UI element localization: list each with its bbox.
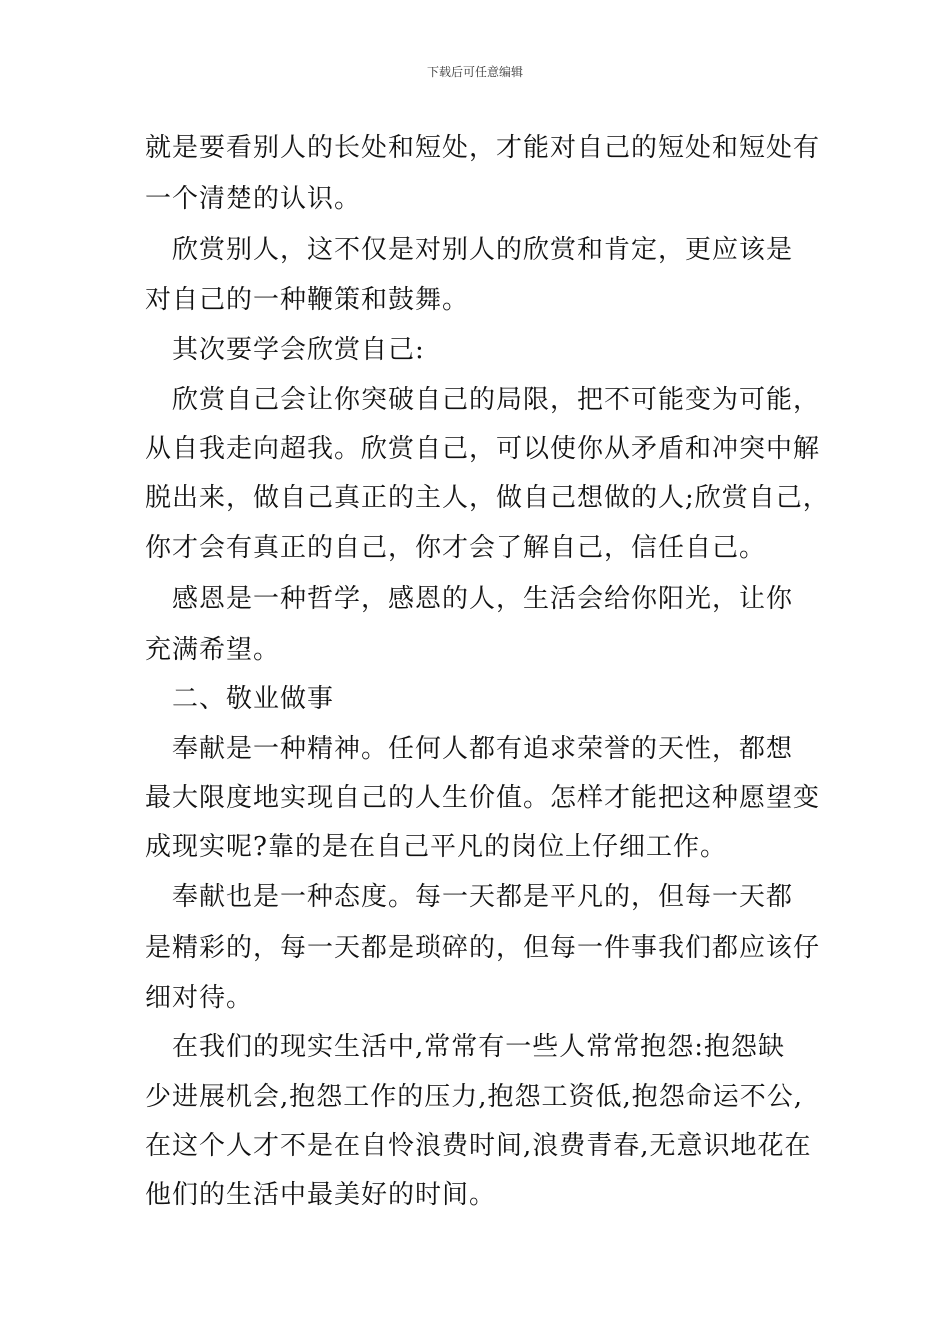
text-line: 是精彩的，每一天都是琐碎的，但每一件事我们都应该仔 — [145, 933, 821, 963]
text-line: 感恩是一种哲学，感恩的人，生活会给你阳光，让你 — [145, 584, 794, 614]
text-line: 对自己的一种鞭策和鼓舞。 — [145, 285, 470, 315]
text-line: 其次要学会欣赏自己: — [145, 335, 425, 365]
text-line: 最大限度地实现自己的人生价值。怎样才能把这种愿望变 — [145, 783, 821, 813]
text-line: 他们的生活中最美好的时间。 — [145, 1180, 497, 1210]
text-line: 一个清楚的认识。 — [145, 184, 362, 214]
text-line: 充满希望。 — [145, 635, 281, 665]
text-line: 二、敬业做事 — [145, 684, 335, 714]
text-line: 奉献是一种精神。任何人都有追求荣誉的天性，都想 — [145, 734, 794, 764]
text-line: 欣赏别人，这不仅是对别人的欣赏和肯定，更应该是 — [145, 235, 794, 265]
text-line: 从自我走向超我。欣赏自己，可以使你从矛盾和冲突中解 — [145, 434, 821, 464]
text-line: 奉献也是一种态度。每一天都是平凡的，但每一天都 — [145, 882, 794, 912]
text-line: 欣赏自己会让你突破自己的局限，把不可能变为可能， — [145, 385, 821, 415]
text-line: 成现实呢?靠的是在自己平凡的岗位上仔细工作。 — [145, 832, 727, 862]
text-line: 在这个人才不是在自怜浪费时间,浪费青春,无意识地花在 — [145, 1131, 812, 1161]
text-line: 脱出来，做自己真正的主人，做自己想做的人;欣赏自己， — [145, 483, 830, 513]
text-line: 细对待。 — [145, 983, 254, 1013]
text-line: 少进展机会,抱怨工作的压力,抱怨工资低,抱怨命运不公, — [145, 1082, 804, 1112]
text-line: 就是要看别人的长处和短处，才能对自己的短处和短处有 — [145, 133, 821, 163]
text-line: 你才会有真正的自己，你才会了解自己，信任自己。 — [145, 533, 767, 563]
page-header: 下载后可任意编辑 — [426, 65, 523, 79]
text-line: 在我们的现实生活中,常常有一些人常常抱怨:抱怨缺 — [145, 1032, 786, 1062]
